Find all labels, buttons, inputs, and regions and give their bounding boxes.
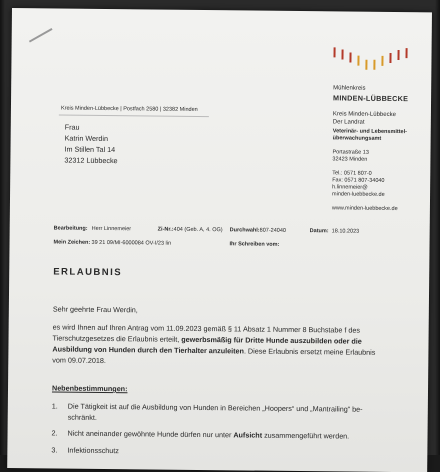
- email-line-1: h.linnemeier@: [332, 184, 368, 191]
- bearbeitung-label: Bearbeitung:: [53, 225, 88, 232]
- zinr-label: Zi-Nr.:: [157, 226, 174, 233]
- document-title: ERLAUBNIS: [53, 266, 123, 279]
- item-1-line-2: schränkt.: [67, 412, 97, 422]
- fax: Fax: 0571 807-34040: [332, 177, 385, 184]
- item-3-line-1: Infektionsschutz: [67, 445, 119, 456]
- body-line-2: [53, 333, 362, 345]
- zeichen-value: 39 21 09/MI-6000084 OV-I/23 lin: [91, 239, 172, 247]
- greeting: Sehr geehrte Frau Werdin,: [52, 304, 138, 315]
- staple-mark: [29, 28, 53, 43]
- body-line-4: vom 09.07.2018.: [52, 355, 106, 366]
- logo-name: Mühlenkreis: [333, 85, 366, 92]
- bearbeitung-value: Herr Linnemeier: [91, 225, 132, 233]
- org-line-1: Kreis Minden-Lübbecke: [332, 111, 396, 119]
- phone: Tel.: 0571 807-0: [332, 170, 372, 177]
- city: 32423 Minden: [332, 156, 368, 163]
- durchwahl-value: 807-24040: [259, 227, 287, 234]
- zeichen-label: Mein Zeichen:: [53, 239, 91, 246]
- item-2-start: Nicht aneinander gewöhnte Hunde dürfen nur unter: [67, 428, 234, 440]
- datum-label: Datum:: [309, 228, 329, 235]
- sender-line: Kreis Minden-Lübbecke | Postfach 2580 | 32382 Minden: [60, 105, 198, 113]
- website: www.minden-luebbecke.de: [331, 205, 398, 213]
- body-line-2-start: Tierschutzgesetzes die Erlaubnis erteilt,: [52, 333, 182, 344]
- item-3-number: 3.: [51, 445, 58, 455]
- logo-district: MINDEN-LÜBBECKE: [333, 93, 409, 104]
- recipient-street: Im Stillen Tal 14: [64, 144, 116, 155]
- item-1-line-1: Die Tätigkeit ist auf die Ausbildung von Hunden in Bereichen „Hoopers“ und „Mantrailing“ be-: [67, 401, 363, 414]
- dept-line-1: Veterinär- und Lebensmittel-: [332, 128, 408, 136]
- ihr-schreiben-label: Ihr Schreiben vom:: [229, 241, 280, 248]
- recipient-name: Katrin Werdin: [64, 133, 109, 144]
- zinr-value: 404 (Geb. A, 4. OG): [173, 226, 223, 234]
- recipient-salutation: Frau: [64, 122, 80, 132]
- recipient-city: 32312 Lübbecke: [64, 155, 118, 166]
- section-title: Nebenbestimmungen:: [51, 383, 128, 394]
- item-2-end: zusammengeführt werden.: [262, 430, 350, 441]
- durchwahl-label: Durchwahl:: [229, 227, 260, 234]
- org-line-2: Der Landrat: [332, 119, 365, 126]
- body-line-2-bold: gewerbsmäßig für Dritte Hunde auszubilden oder die: [181, 334, 362, 346]
- body-line-3-bold: Ausbildung von Hunden durch den Tierhalter anzuleiten: [52, 344, 245, 356]
- dept-line-2: überwachungsamt: [332, 135, 382, 142]
- sender-divider: [59, 114, 209, 117]
- item-2-number: 2.: [51, 428, 58, 438]
- district-logo-icon: [333, 43, 409, 84]
- body-line-1: es wird Ihnen auf Ihren Antrag vom 11.09.2023 gemäß § 11 Absatz 1 Nummer 8 Buchstabe f des: [52, 322, 361, 335]
- item-2-line-1: [68, 429, 350, 441]
- body-line-3-end: . Diese Erlaubnis ersetzt meine Erlaubnis: [243, 346, 376, 357]
- datum-value: 18.10.2023: [331, 228, 360, 235]
- item-2-bold: Aufsicht: [233, 430, 263, 440]
- item-1-number: 1.: [51, 401, 58, 411]
- letter-page: [7, 8, 432, 472]
- email-line-2: minden-luebbecke.de: [332, 191, 385, 198]
- street: Portastraße 13: [332, 149, 369, 156]
